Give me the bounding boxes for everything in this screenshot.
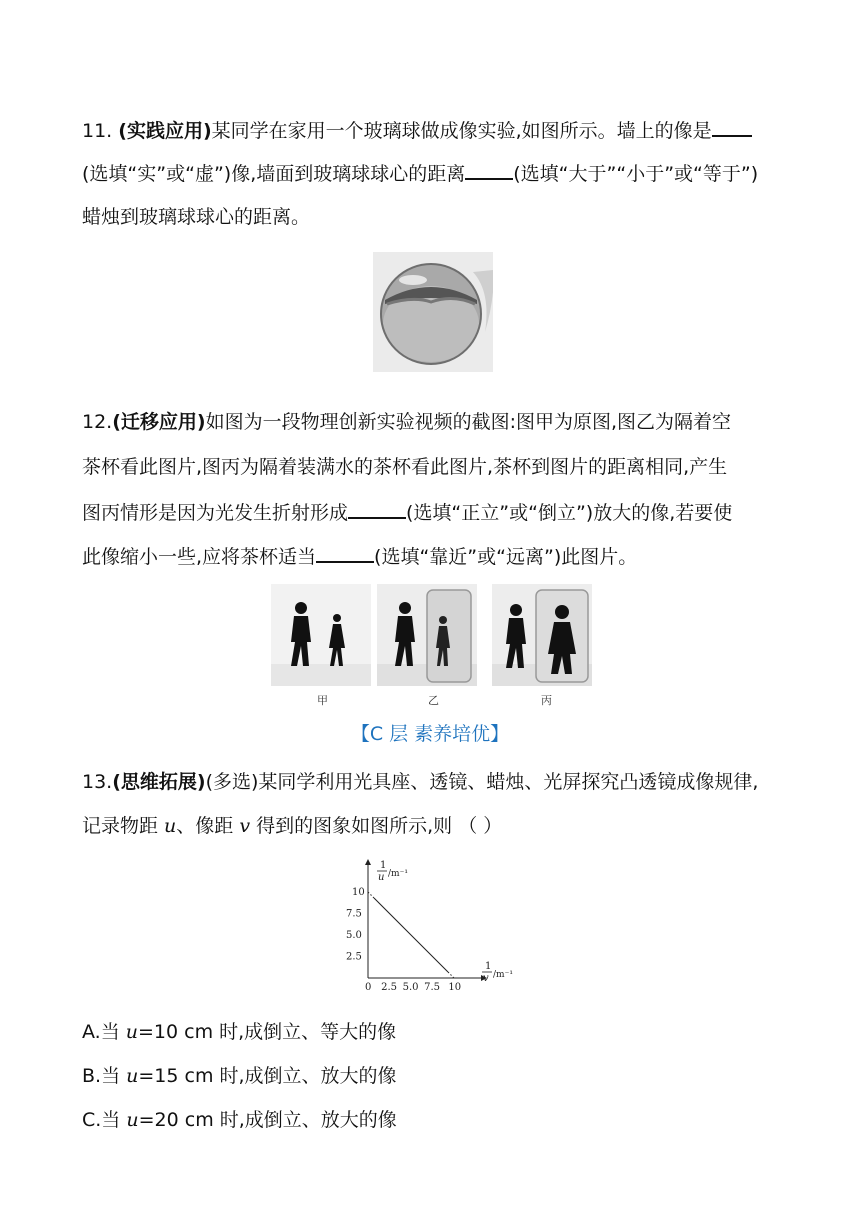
q13-text-1: (多选)某同学利用光具座、透镜、蜡烛、光屏探究凸透镜成像规律, — [205, 771, 759, 793]
q12-blank-1[interactable] — [348, 499, 406, 519]
q13-line-1 — [82, 770, 758, 794]
option-a-var: u — [125, 1021, 138, 1043]
x-axis-label-den: v — [483, 973, 489, 984]
photo-bing — [492, 584, 592, 686]
q12-line-4 — [82, 543, 637, 569]
y-tick-label: 7.5 — [346, 908, 362, 920]
option-b-text: =15 cm 时,成倒立、放大的像 — [138, 1065, 397, 1087]
q12-text-4a: 此像缩小一些,应将茶杯适当 — [82, 546, 317, 568]
q11-text-2b: (选填“大于”“小于”或“等于”) — [513, 163, 759, 185]
x-tick-label: 10 — [448, 982, 462, 993]
x-tick-label: 2.5 — [381, 982, 398, 993]
q12-text-2: 茶杯看此图片,图丙为隔着装满水的茶杯看此图片,茶杯到图片的距离相同,产生 — [82, 456, 728, 478]
q12-tag: (迁移应用) — [112, 411, 206, 433]
q11-tag: (实践应用) — [118, 120, 212, 142]
y-tick-label: 5.0 — [346, 930, 362, 941]
option-c-var: u — [126, 1109, 139, 1131]
q12-text-3a: 图丙情形是因为光发生折射形成 — [82, 502, 349, 524]
q11-blank-1[interactable] — [712, 117, 752, 137]
option-a-text: =10 cm 时,成倒立、等大的像 — [138, 1021, 397, 1043]
q13-tag: (思维拓展) — [112, 771, 206, 793]
caption-bing: 丙 — [541, 694, 552, 707]
q11-number: 11. — [82, 120, 113, 142]
y-tick-label: 2.5 — [346, 951, 362, 963]
q13-number: 13. — [82, 771, 113, 793]
q12-line-1 — [82, 410, 731, 434]
option-b[interactable] — [82, 1064, 397, 1088]
q11-text-2a: (选填“实”或“虚”)像,墙面到玻璃球球心的距离 — [82, 163, 466, 185]
option-b-var: u — [126, 1065, 139, 1087]
option-a-letter: A.当 — [82, 1021, 126, 1043]
q13-text-2c: 得到的图象如图所示,则 （ ） — [250, 815, 503, 837]
dotted-extension-bottom — [448, 972, 454, 978]
option-c[interactable] — [82, 1108, 397, 1132]
q11-text-3: 蜡烛到玻璃球球心的距离。 — [82, 206, 311, 228]
q13-var-v: v — [239, 815, 251, 837]
dotted-extension-top — [368, 892, 374, 898]
q13-var-u: u — [164, 815, 177, 837]
option-a[interactable] — [82, 1020, 396, 1044]
q12-line-3 — [82, 499, 732, 525]
q13-text-2a: 记录物距 — [82, 815, 165, 837]
q12-text-1: 如图为一段物理创新实验视频的截图:图甲为原图,图乙为隔着空 — [205, 411, 732, 433]
option-b-letter: B.当 — [82, 1065, 127, 1087]
q11-blank-2[interactable] — [465, 160, 513, 180]
option-c-letter: C.当 — [82, 1109, 127, 1131]
option-c-text: =20 cm 时,成倒立、放大的像 — [138, 1109, 397, 1131]
glass-ball-photo — [373, 252, 493, 372]
x-tick-label: 7.5 — [424, 982, 441, 993]
x-axis-label-num: 1 — [485, 961, 492, 972]
q13-text-2b: 、像距 — [176, 815, 240, 837]
section-title: 【C 层 素养培优】 — [350, 723, 510, 745]
q12-number: 12. — [82, 411, 113, 433]
x-tick-label: 5.0 — [402, 982, 419, 993]
caption-jia: 甲 — [317, 694, 328, 707]
q12-blank-2[interactable] — [316, 543, 374, 563]
q11-line-3 — [82, 205, 310, 229]
y-tick-label: 10 — [352, 887, 365, 898]
q11-line-2 — [82, 160, 758, 186]
caption-yi: 乙 — [428, 694, 439, 707]
q11-line-1 — [82, 117, 752, 143]
inverse-distance-graph — [336, 850, 520, 994]
x-axis-label-unit: /m⁻¹ — [493, 970, 513, 980]
data-line — [374, 898, 448, 972]
q13-line-2 — [82, 814, 502, 838]
q12-line-2 — [82, 455, 727, 479]
y-axis-label-num: 1 — [380, 860, 387, 871]
y-axis-label-unit: /m⁻¹ — [388, 869, 408, 879]
q12-text-3b: (选填“正立”或“倒立”)放大的像,若要使 — [406, 502, 733, 524]
q12-text-4b: (选填“靠近”或“远离”)此图片。 — [374, 546, 638, 568]
x-tick-label: 0 — [365, 982, 372, 993]
photo-yi — [377, 584, 477, 686]
q11-text-1: 某同学在家用一个玻璃球做成像实验,如图所示。墙上的像是 — [211, 120, 712, 142]
photo-jia — [271, 584, 371, 686]
y-axis-label-den: u — [378, 872, 385, 883]
